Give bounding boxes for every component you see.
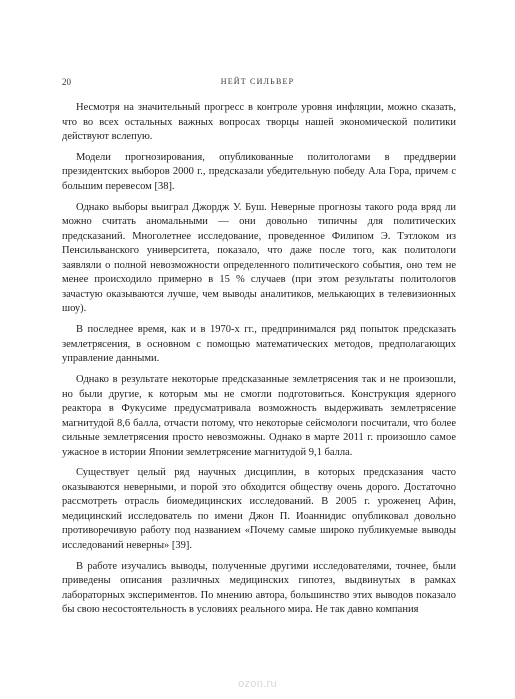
paragraph: Однако выборы выиграл Джордж У. Буш. Неверные прогнозы такого рода вряд ли можно считать аномальными — они довольно типичны для политических предсказаний. Многолетнее исследование, проведенное Филипом Э. Тэтлоком из Пенсильванского университета, показало, что даже после того, как политологи заявляли о полной невозможности определенного политического события, оно тем не менее происходило примерно в 15 % случаев (при этом результаты политологов зачастую оказываются лучше, чем выводы аналитиков, мелькающих в телевизионных шоу).	[62, 201, 456, 315]
paragraph: Существует целый ряд научных дисциплин, в которых предсказания часто оказываются неверными, и порой это обходится обществу очень дорого. Достаточно рассмотреть отрасль биомедицинских исследований. В 2005 г. уроженец Афин, медицинский исследователь по имени Джон П. Иоаннидис опубликовал довольно противоречивую работу под названием «Почему самые широко публикуемые выводы исследований неверны» [39].	[62, 467, 456, 551]
running-head: НЕЙТ СИЛЬВЕР	[220, 77, 295, 86]
paragraph: В последнее время, как и в 1970-х гг., предпринимался ряд попыток предсказать землетрясения, в основном с помощью математических методов, предполагающих управление данными.	[62, 324, 456, 365]
paragraph: В работе изучались выводы, полученные другими исследователями, точнее, были приведены описания различных медицинских гипотез, выдвинутых в рамках лабораторных экспериментов. По мнению автора, большинство этих выводов показало бы свою несостоятельность в условиях реального мира. Не так давно компания	[62, 560, 456, 616]
paragraph: Несмотря на значительный прогресс в контроле уровня инфляции, можно сказать, что во всех остальных важных вопросах творцы нашей экономической политики действуют вслепую.	[62, 102, 456, 142]
page-number: 20	[62, 77, 71, 87]
watermark: ozon.ru	[238, 678, 277, 690]
page-header	[0, 76, 515, 88]
body-text	[62, 101, 456, 624]
paragraph: Модели прогнозирования, опубликованные политологами в преддверии президентских выборов 2000 г., предсказали убедительную победу Ала Гора, причем с большим перевесом [38].	[62, 151, 456, 192]
paragraph: Однако в результате некоторые предсказанные землетрясения так и не произошли, но были другие, к которым мы не смогли подготовиться. Конструкция ядерного реактора в Фукусиме предусматривала возможность выдерживать землетрясение магнитудой 8,6 балла, отчасти потому, что некоторые сейсмологи посчитали, что более сильные землетрясения просто невозможны. Однако в марте 2011 г. произошло самое ужасное в истории Японии землетрясение магнитудой 9,1 балла.	[62, 374, 456, 458]
